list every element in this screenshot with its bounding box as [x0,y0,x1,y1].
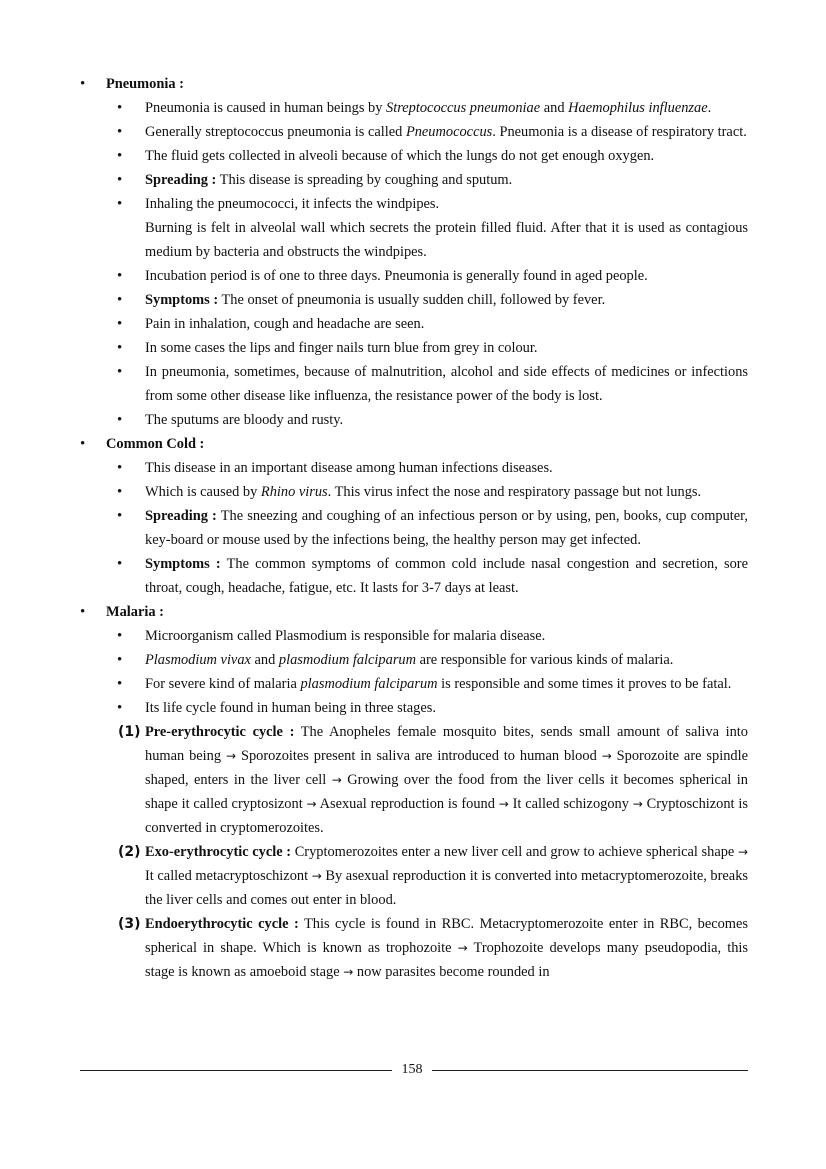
list-item: • In some cases the lips and finger nails turn blue from grey in colour. [145,336,748,360]
section-common-cold [80,432,748,600]
stage-endoerythrocytic: (3) Endoerythrocytic cycle : This cycle is found in RBC. Metacryptomerozoite enter in RBC, becomes spherical in shape. Which is known as trophozoite → Trophozoite develops many pseudopodia, this stage is known as amoeboid stage → now parasites become rounded in [106,912,748,984]
right-arrow-icon: → [306,797,317,811]
right-arrow-icon: → [737,845,748,859]
list-item: • Spreading : The sneezing and coughing of an infectious person or by using, pen, books, cup computer, key-board or mouse used by the infections being, the healthy person may get infected. [145,504,748,552]
bullet-list [106,96,748,432]
list-item: • For severe kind of malaria plasmodium falciparum is responsible and some times it proves to be fatal. [145,672,748,696]
footer-rule-left [80,1070,392,1071]
bullet-list [106,456,748,600]
right-arrow-icon: → [457,941,468,955]
section-malaria [80,600,748,984]
right-arrow-icon: → [331,773,342,787]
stage-pre-erythrocytic: (1) Pre-erythrocytic cycle : The Anopheles female mosquito bites, sends small amount of saliva into human being → Sporozoites present in saliva are introduced to human blood → Sporozoite are spindle shaped, enters in the liver cell → Growing over the food from the liver cells it becomes spherical in shape it called cryptosizont → Asexual reproduction is found → It called schizogony → Cryptoschizont is converted in cryptomerozoites. [106,720,748,840]
list-item: • Which is caused by Rhino virus. This virus infect the nose and respiratory passage but not lungs. [145,480,748,504]
page-content [80,72,748,984]
right-arrow-icon: → [498,797,509,811]
list-item: • Its life cycle found in human being in three stages. [145,696,748,720]
right-arrow-icon: → [343,965,354,979]
list-item: • Microorganism called Plasmodium is responsible for malaria disease. [145,624,748,648]
list-item: • Generally streptococcus pneumonia is called Pneumococcus. Pneumonia is a disease of respiratory tract. [145,120,748,144]
list-item: • Pneumonia is caused in human beings by Streptococcus pneumoniae and Haemophilus influenzae. [145,96,748,120]
list-item: • In pneumonia, sometimes, because of malnutrition, alcohol and side effects of medicines or infections from some other disease like influenza, the resistance power of the body is lost. [145,360,748,408]
stage-title: Endoerythrocytic cycle : [145,916,299,932]
list-item-continuation: Burning is felt in alveolal wall which secrets the protein filled fluid. After that it is used as contagious medium by bacteria and obstructs the windpipes. [145,220,748,260]
stage-exo-erythrocytic: (2) Exo-erythrocytic cycle : Cryptomerozoites enter a new liver cell and grow to achieve spherical shape → It called metacryptoschizont → By asexual reproduction it is converted into metacryptomerozoite, breaks the liver cells and comes out enter in blood. [106,840,748,912]
right-arrow-icon: → [601,749,612,763]
right-arrow-icon: → [311,869,322,883]
list-item: • Symptoms : The common symptoms of common cold include nasal congestion and secretion, sore throat, cough, headache, fatigue, etc. It lasts for 3-7 days at least. [145,552,748,600]
page-footer [80,1058,748,1082]
section-pneumonia [80,72,748,432]
list-item: • The sputums are bloody and rusty. [145,408,748,432]
footer-rule-right [432,1070,748,1071]
list-item: • Pain in inhalation, cough and headache are seen. [145,312,748,336]
section-heading: • Malaria : [106,600,748,624]
stage-number: (3) [118,916,141,932]
list-item: • Symptoms : The onset of pneumonia is usually sudden chill, followed by fever. [145,288,748,312]
list-item: • This disease in an important disease among human infections diseases. [145,456,748,480]
list-item: • Incubation period is of one to three days. Pneumonia is generally found in aged people. [145,264,748,288]
bullet-list [106,624,748,720]
right-arrow-icon: → [632,797,643,811]
right-arrow-icon: → [225,749,237,763]
section-heading: • Pneumonia : [106,72,748,96]
list-item: • Plasmodium vivax and plasmodium falciparum are responsible for various kinds of malaria. [145,648,748,672]
page-number: 158 [401,1062,423,1077]
list-item: • Spreading : This disease is spreading by coughing and sputum. [145,168,748,192]
list-item: • Inhaling the pneumococci, it infects the windpipes. [145,192,748,216]
stage-number: (1) [118,724,141,740]
stage-title: Exo-erythrocytic cycle : [145,844,292,860]
list-item: • The fluid gets collected in alveoli because of which the lungs do not get enough oxygen. [145,144,748,168]
stage-number: (2) [118,844,141,860]
section-heading: • Common Cold : [106,432,748,456]
stage-title: Pre-erythrocytic cycle : [145,724,295,740]
